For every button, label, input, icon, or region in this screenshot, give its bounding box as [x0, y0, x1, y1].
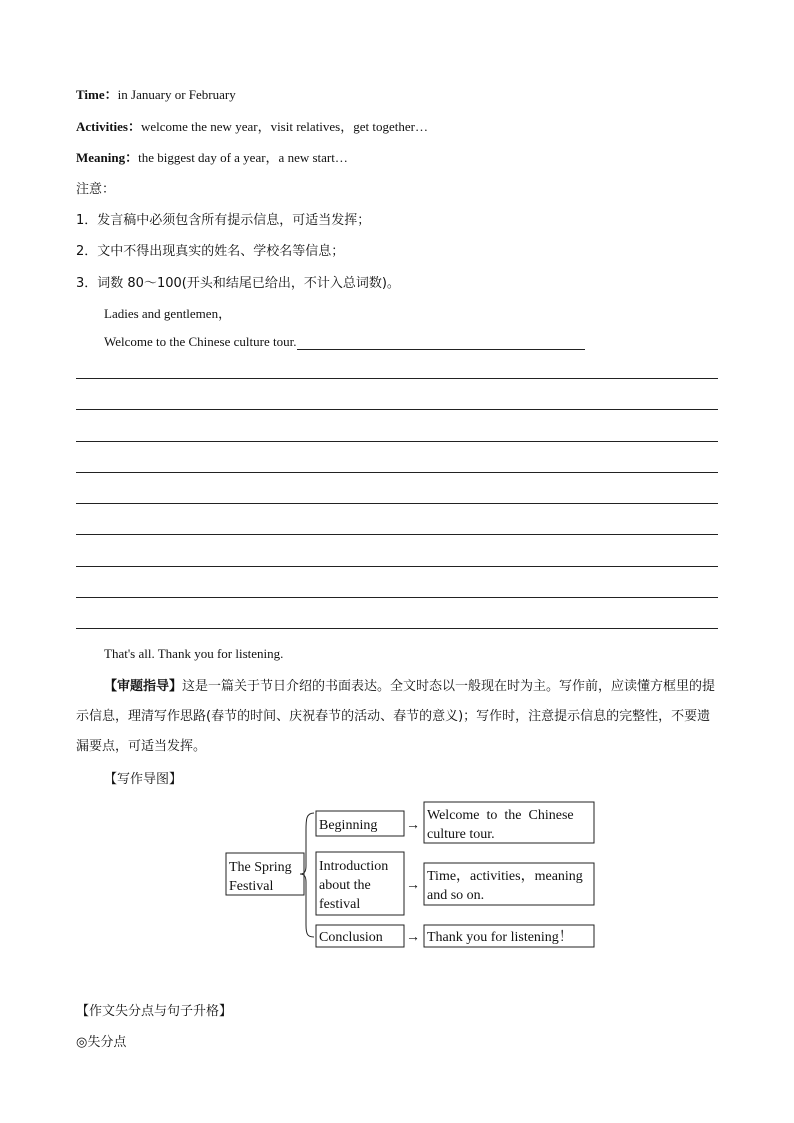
mindmap-root-line1: The Spring: [229, 860, 292, 875]
arrow-icon: →: [406, 878, 420, 893]
mindmap-conclusion-detail: Thank you for listening！: [427, 930, 573, 945]
meaning-value: the biggest day of a year，a new start…: [138, 150, 348, 165]
loss-points-heading: 【作文失分点与句子升格】: [76, 1004, 233, 1019]
mindmap-label: 【写作导图】: [104, 772, 183, 787]
mindmap-beginning-detail-line1: Welcome to the Chinese: [427, 808, 574, 823]
activities-value: welcome the new year，visit relatives，get together…: [140, 119, 428, 134]
mindmap-intro-line2: about the: [319, 878, 371, 893]
essay-opening: Ladies and gentlemen，: [104, 306, 232, 321]
mindmap-root-line2: Festival: [229, 879, 274, 894]
mindmap-intro-line1: Introduction: [319, 859, 389, 874]
guidance-text: 这是一篇关于节日介绍的书面表达。全文时态以一般现在时为主。写作前，应读懂方框里的提示信息，理清写作思路(春节的时间、庆祝春节的活动、春节的意义)；写作时，注意提示信息的完整性，不要遗漏要点，可适当发挥。: [76, 679, 716, 754]
mindmap-intro-detail-line1: Time，activities，meaning: [427, 869, 583, 884]
mindmap-beginning-detail-line2: culture tour.: [427, 827, 495, 842]
mindmap-intro-detail-line2: and so on.: [427, 888, 485, 903]
mindmap-beginning: Beginning: [319, 818, 378, 833]
activities-label: Activities：: [76, 119, 141, 134]
mindmap-brace: [300, 813, 314, 937]
note-item-2: 2．文中不得出现真实的姓名、学校名等信息；: [76, 244, 345, 259]
meaning-label: Meaning：: [76, 150, 139, 165]
mindmap-conclusion: Conclusion: [319, 930, 383, 945]
loss-points-sub: ◎失分点: [76, 1035, 127, 1050]
essay-first-line: Welcome to the Chinese culture tour.: [104, 334, 297, 349]
note-item-3: 3．词数 80～100(开头和结尾已给出，不计入总词数)。: [76, 276, 400, 291]
note-item-1: 1．发言稿中必须包含所有提示信息，可适当发挥；: [76, 213, 371, 228]
notes-heading: 注意：: [76, 182, 116, 197]
essay-closing: That's all. Thank you for listening.: [104, 646, 284, 661]
arrow-icon: →: [406, 818, 420, 833]
mindmap-intro-line3: festival: [319, 897, 361, 912]
guidance-label: 【审题指导】: [104, 679, 183, 694]
arrow-icon: →: [406, 930, 420, 945]
time-value: in January or February: [117, 87, 236, 102]
time-label: Time：: [76, 87, 118, 102]
